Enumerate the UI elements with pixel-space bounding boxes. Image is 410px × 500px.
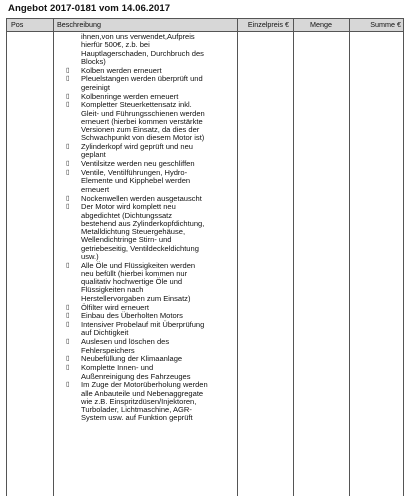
list-item-line: qualitativ hochwertige Öle und: [81, 277, 183, 287]
checkbox-bullet-icon: ▯: [66, 355, 70, 363]
list-item: [65, 143, 233, 160]
list-item-line: Herstellervorgaben zum Einsatz): [81, 293, 191, 303]
list-item-text: [81, 75, 233, 92]
list-item-line: erneuert (hierbei kommen verstärkte: [81, 116, 203, 126]
list-item-line: Kolben werden erneuert: [81, 65, 162, 75]
list-item: [65, 262, 233, 303]
list-item-line: System usw. auf Funktion geprüft: [81, 413, 193, 423]
checkbox-bullet-icon: ▯: [66, 101, 70, 109]
table-header: [7, 19, 403, 32]
list-item-line: Wellendichtringe Stirn- und: [81, 235, 172, 245]
list-item-line: Intensiver Probelauf mit Überprüfung: [81, 320, 205, 330]
checkbox-bullet-icon: ▯: [66, 364, 70, 372]
list-item-line: Komplette Innen- und: [81, 363, 154, 373]
header-total: Summe €: [370, 20, 401, 29]
list-item-line: Turbolader, Lichtmaschine, AGR-: [81, 405, 192, 415]
list-item-line: Elemente und Kipphebel werden: [81, 176, 191, 186]
list-item-text: [81, 262, 233, 303]
list-item: [65, 321, 233, 338]
list-item-line: Fehlerspeichers: [81, 345, 135, 355]
checkbox-bullet-icon: ▯: [66, 92, 70, 100]
checkbox-bullet-icon: ▯: [66, 261, 70, 269]
offer-table: [6, 18, 404, 496]
work-item-list: [65, 67, 233, 423]
list-item-line: Versionen zum Einsatz, da dies der: [81, 125, 200, 135]
checkbox-bullet-icon: ▯: [66, 312, 70, 320]
list-item-line: getriebeseitig, Ventildeckeldichtung: [81, 243, 199, 253]
checkbox-bullet-icon: ▯: [66, 381, 70, 389]
list-item-line: Im Zuge der Motorüberholung werden: [81, 380, 208, 390]
list-item-text: [81, 169, 233, 194]
list-item-text: [81, 381, 233, 422]
list-item-line: Metalldichtung Steuergehäuse,: [81, 227, 186, 237]
list-item-line: Ventile, Ventilführungen, Hydro-: [81, 168, 188, 178]
list-item-text: [81, 101, 233, 142]
list-item-line: Zylinderkopf wird geprüft und neu: [81, 142, 194, 152]
checkbox-bullet-icon: ▯: [66, 75, 70, 83]
list-item-line: Kompletter Steuerkettensatz inkl.: [81, 100, 192, 110]
list-item-line: Außenreinigung des Fahrzeuges: [81, 371, 191, 381]
list-item-text: [81, 364, 233, 381]
checkbox-bullet-icon: ▯: [66, 338, 70, 346]
list-item-line: usw.): [81, 251, 99, 261]
checkbox-bullet-icon: ▯: [66, 303, 70, 311]
list-item-line: geplant: [81, 150, 106, 160]
intro-line: ihnen,von uns verwendet,Aufpreis: [81, 32, 195, 41]
list-item-line: gereinigt: [81, 82, 110, 92]
checkbox-bullet-icon: ▯: [66, 203, 70, 211]
list-item-line: Ölfilter wird erneuert: [81, 302, 149, 312]
intro-line: hierfür 500€, z.b. bei: [81, 40, 150, 50]
header-quantity: Menge: [310, 20, 332, 29]
list-item-line: wie z.B. Einspritzdüsen/Injektoren,: [81, 396, 197, 406]
checkbox-bullet-icon: ▯: [66, 321, 70, 329]
list-item-line: Ventilsitze werden neu geschliffen: [81, 159, 195, 169]
list-item-line: abgedichtet (Dichtungssatz: [81, 210, 173, 220]
list-item: [65, 101, 233, 142]
list-item-text: [81, 338, 233, 355]
list-item-text: [81, 321, 233, 338]
intro-line: Hauptlagerschaden, Durchbruch des: [81, 48, 204, 58]
list-item-line: Flüssigkeiten nach: [81, 285, 144, 295]
list-item: [65, 364, 233, 381]
list-item-line: Einbau des Überholten Motors: [81, 311, 183, 321]
document-title: Angebot 2017-0181 vom 14.06.2017: [8, 3, 171, 14]
list-item-line: Nockenwellen werden ausgetauscht: [81, 193, 202, 203]
list-item-line: Der Motor wird komplett neu: [81, 202, 176, 212]
list-item-line: Auslesen und löschen des: [81, 337, 170, 347]
column-divider: [293, 19, 294, 496]
list-item: [65, 338, 233, 355]
list-item-line: Neubefüllung der Klimaanlage: [81, 354, 183, 364]
checkbox-bullet-icon: ▯: [66, 143, 70, 151]
list-item-line: Gleit- und Führungsschienen werden: [81, 108, 205, 118]
checkbox-bullet-icon: ▯: [66, 169, 70, 177]
list-item: [65, 203, 233, 261]
list-item: [65, 75, 233, 92]
header-description: Beschreibung: [57, 20, 101, 29]
list-item: [65, 169, 233, 194]
list-item-line: erneuert: [81, 184, 110, 194]
intro-line: Blocks): [81, 56, 106, 66]
list-item-line: Pleuelstangen werden überprüft und: [81, 74, 203, 84]
list-item-line: Alle Öle und Flüssigkeiten werden: [81, 260, 196, 270]
list-item-text: [81, 143, 233, 160]
header-unit-price: Einzelpreis €: [247, 20, 289, 29]
list-item-line: bestehend aus Zylinderkopfdichtung,: [81, 218, 205, 228]
list-item-line: neu befüllt (hierbei kommen nur: [81, 268, 188, 278]
list-item: [65, 381, 233, 422]
description-cell: [65, 33, 233, 423]
list-item-line: Schwachpunkt von diesem Motor ist): [81, 133, 205, 143]
checkbox-bullet-icon: ▯: [66, 66, 70, 74]
list-item-text: [81, 203, 233, 261]
column-divider: [349, 19, 350, 496]
list-item-line: Kolbenringe werden erneuert: [81, 91, 179, 101]
list-item-line: alle Anbauteile und Nebenaggregate: [81, 388, 204, 398]
column-divider: [237, 19, 238, 496]
header-pos: Pos: [11, 20, 24, 29]
list-item-line: auf Dichtigkeit: [81, 328, 129, 338]
column-divider: [53, 19, 54, 496]
checkbox-bullet-icon: ▯: [66, 160, 70, 168]
description-intro: [65, 33, 233, 66]
checkbox-bullet-icon: ▯: [66, 194, 70, 202]
